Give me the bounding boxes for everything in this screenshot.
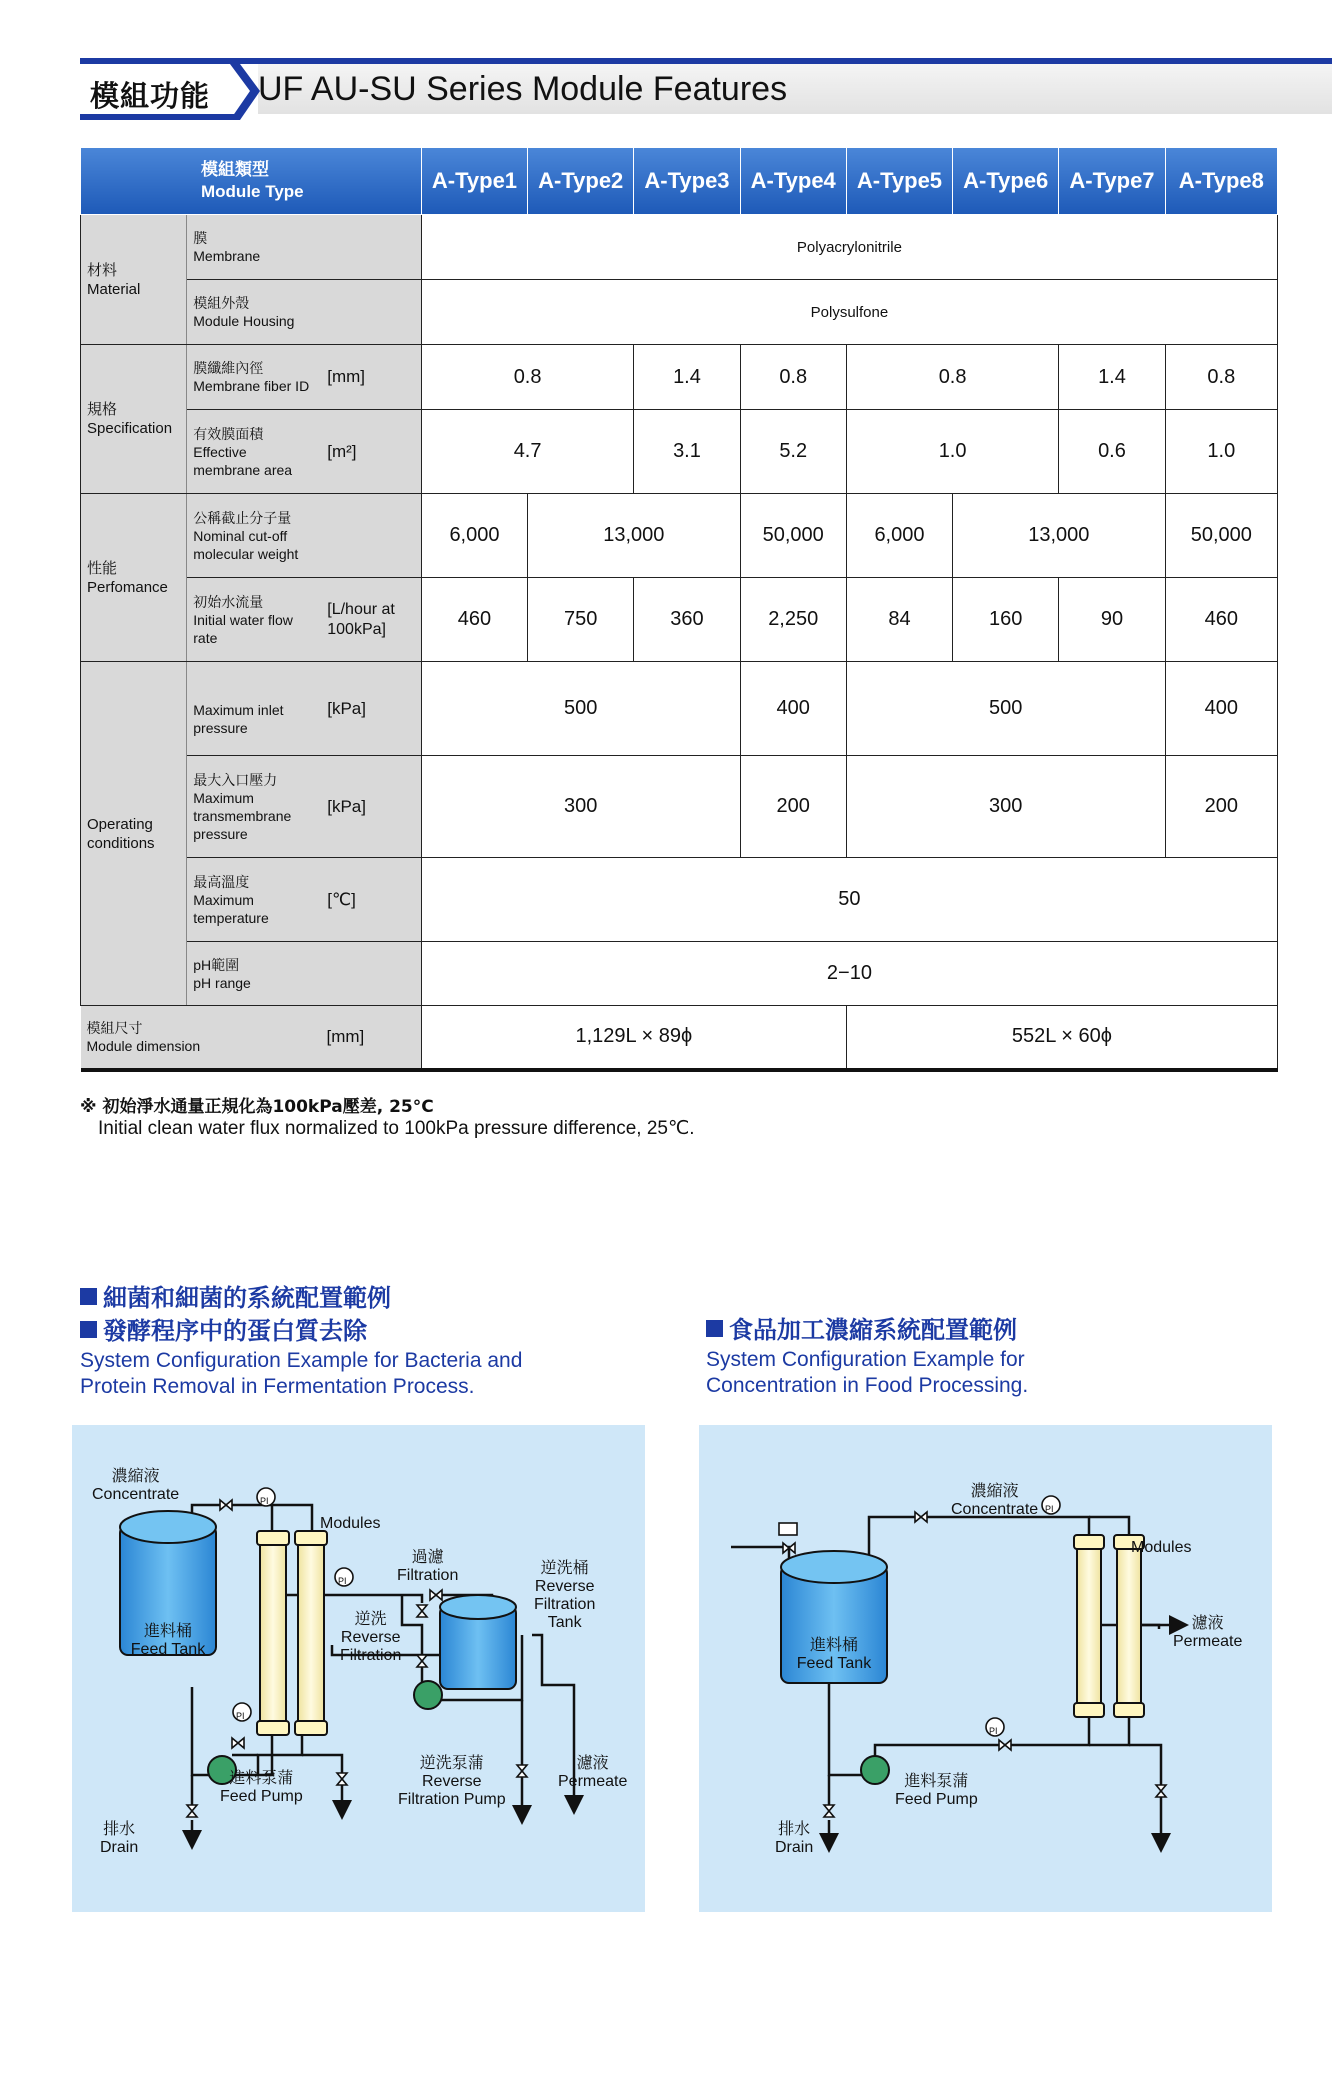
label-feed-tank	[120, 1623, 216, 1659]
row-label-ph	[187, 942, 422, 1006]
table-row	[81, 756, 1278, 858]
diagram-label-zh: 排水	[778, 1821, 811, 1838]
section-title-line: 細菌和細菌的系統配置範例	[103, 1284, 391, 1312]
diagram-label-zh: 進料泵蒲	[904, 1773, 969, 1790]
type-header: A-Type5	[846, 148, 952, 215]
type-header: A-Type3	[634, 148, 740, 215]
category-label-zh: 性能	[87, 559, 118, 577]
category-performance	[81, 494, 187, 662]
section-title-zh	[80, 1282, 522, 1315]
unit-label: [℃]	[327, 889, 356, 909]
section-title-line: 食品加工濃縮系統配置範例	[729, 1316, 1017, 1344]
table-cell: 300	[421, 756, 740, 858]
row-label-zh: 膜	[193, 230, 208, 246]
category-label-zh: 材料	[87, 261, 118, 279]
row-label-en: pH range	[193, 974, 251, 991]
type-header: A-Type7	[1059, 148, 1165, 215]
diagram-label-en: Drain	[100, 1839, 139, 1856]
pi-gauge-label: PI	[236, 1711, 245, 1721]
row-label-area	[187, 410, 422, 494]
diagram-label-zh: 逆洗桶	[540, 1560, 589, 1577]
table-row	[81, 662, 1278, 756]
unit-label: [kPa]	[327, 698, 366, 718]
label-feed-pump	[220, 1770, 303, 1806]
section-heading-fermentation	[80, 1282, 522, 1400]
row-label-en: temperature	[193, 909, 269, 926]
table-cell: 4.7	[421, 410, 634, 494]
table-cell: 460	[1165, 578, 1277, 662]
table-cell: 1,129L × 89ϕ	[421, 1006, 846, 1070]
diagram-fermentation	[72, 1425, 645, 1912]
category-specification	[81, 345, 187, 494]
row-label-temperature	[187, 858, 422, 942]
row-label-zh: 模組尺寸	[86, 1019, 143, 1036]
row-label-zh: 最大入口壓力	[193, 771, 278, 788]
diagram-label-en: Filtration Pump	[398, 1791, 506, 1808]
diagram-label-zh: 逆洗泵蒲	[419, 1755, 484, 1772]
module-type-zh: 模組類型	[201, 160, 269, 179]
row-label-flow	[187, 578, 422, 662]
label-modules: Modules	[320, 1515, 381, 1532]
label-reverse-filtration	[340, 1611, 401, 1665]
table-row	[81, 494, 1278, 578]
label-feed-tank	[781, 1637, 887, 1673]
module-type-en: Module Type	[201, 182, 304, 201]
diagram-label-zh: 濃縮液	[111, 1468, 160, 1485]
square-bullet-icon	[706, 1320, 723, 1337]
table-cell: 460	[421, 578, 527, 662]
table-row	[81, 215, 1278, 280]
category-label-en: Material	[87, 280, 141, 298]
label-permeate	[1173, 1615, 1242, 1651]
category-label-zh: 規格	[87, 401, 118, 418]
diagram-label-en: Permeate	[1173, 1633, 1243, 1650]
unit-label: [mm]	[327, 367, 366, 386]
table-cell: 400	[1165, 662, 1277, 756]
type-header: A-Type1	[421, 148, 527, 215]
table-row	[81, 578, 1278, 662]
type-header: A-Type6	[953, 148, 1059, 215]
table-cell: 84	[846, 578, 952, 662]
pi-gauge-label: PI	[1045, 1504, 1054, 1514]
row-label-housing	[187, 280, 422, 345]
table-row	[81, 858, 1278, 942]
row-label-en: transmembrane	[193, 807, 292, 824]
unit-label: [kPa]	[327, 796, 366, 816]
type-header: A-Type4	[740, 148, 846, 215]
table-cell: 6,000	[421, 494, 527, 578]
section-title-en: System Configuration Example for	[706, 1348, 1025, 1371]
section-title-en: Concentration in Food Processing.	[706, 1374, 1029, 1397]
diagram-label-zh: 進料桶	[809, 1637, 858, 1654]
label-rf-pump	[398, 1755, 506, 1809]
row-label-en: Maximum inlet	[193, 701, 284, 718]
table-cell: 5.2	[740, 410, 846, 494]
table-cell: 1.4	[634, 345, 740, 410]
row-label-en: Nominal cut-off	[193, 527, 288, 544]
row-label-en: Membrane	[193, 248, 261, 264]
section-heading-food	[706, 1314, 1028, 1399]
table-cell: 50	[421, 858, 1277, 942]
row-label-inlet	[187, 662, 422, 756]
row-label-en: membrane area	[193, 461, 293, 478]
footnote-zh: ※ 初始淨水通量正規化為100kPa壓差, 25°C	[80, 1097, 434, 1117]
pi-gauge-label: PI	[338, 1576, 347, 1586]
table-cell: Polysulfone	[421, 280, 1277, 345]
table-cell: 1.4	[1059, 345, 1165, 410]
spec-table	[80, 148, 1278, 1072]
diagram-label-en: Drain	[775, 1839, 814, 1856]
label-rf-tank	[534, 1560, 595, 1632]
table-cell: 300	[846, 756, 1165, 858]
table-row	[81, 345, 1278, 410]
row-label-en: pressure	[193, 719, 248, 736]
section-title-line: 發酵程序中的蛋白質去除	[103, 1317, 367, 1345]
table-cell: 0.6	[1059, 410, 1165, 494]
table-cell: 1.0	[1165, 410, 1277, 494]
label-drain	[775, 1821, 813, 1857]
type-header: A-Type8	[1165, 148, 1277, 215]
footnote	[80, 1096, 695, 1140]
category-label-en: Operating	[87, 815, 153, 833]
table-row	[81, 410, 1278, 494]
table-row	[81, 280, 1278, 345]
table-cell: 50,000	[1165, 494, 1277, 578]
diagram-label-en: Feed Pump	[895, 1791, 978, 1808]
unit-line: [L/hour at	[327, 600, 395, 618]
table-cell: 200	[1165, 756, 1277, 858]
row-label-zh: 膜纖維內徑	[193, 360, 264, 376]
table-cell: 750	[528, 578, 634, 662]
type-header: A-Type2	[528, 148, 634, 215]
diagram-label-en: Filtration	[340, 1647, 402, 1664]
diagram-label-zh: 過濾	[411, 1549, 444, 1566]
table-cell: 13,000	[528, 494, 741, 578]
row-label-transmembrane	[187, 756, 422, 858]
table-cell: 160	[953, 578, 1059, 662]
diagram-label-zh: 逆洗	[354, 1611, 387, 1628]
row-label-zh: 有效膜面積	[193, 425, 264, 442]
label-permeate	[558, 1755, 627, 1791]
row-label-en: molecular weight	[193, 545, 299, 562]
table-row	[81, 1006, 1278, 1070]
section-title-zh	[80, 1315, 522, 1348]
table-cell: 500	[846, 662, 1165, 756]
row-label-fiber-id	[187, 345, 422, 410]
category-label-en: Perfomance	[87, 578, 168, 596]
table-cell: 500	[421, 662, 740, 756]
table-cell: 552L × 60ϕ	[846, 1006, 1277, 1070]
diagram-label-en: Reverse	[422, 1773, 482, 1790]
table-cell: 360	[634, 578, 740, 662]
row-label-en: rate	[193, 629, 218, 646]
diagram-food-processing	[699, 1425, 1272, 1912]
row-label-dimension	[81, 1006, 422, 1070]
label-drain	[100, 1821, 138, 1857]
table-cell: 0.8	[1165, 345, 1277, 410]
row-label-en: Maximum	[193, 891, 254, 908]
table-cell: 0.8	[846, 345, 1059, 410]
row-label-en: Maximum	[193, 789, 254, 806]
table-cell: 3.1	[634, 410, 740, 494]
section-title-zh	[706, 1314, 1028, 1347]
unit-label	[327, 600, 395, 640]
unit-line: 100kPa]	[327, 620, 386, 638]
diagram-label-en: Concentrate	[92, 1486, 180, 1503]
table-cell: 0.8	[740, 345, 846, 410]
table-cell: 90	[1059, 578, 1165, 662]
label-concentrate	[951, 1483, 1038, 1519]
header-title-en: UF AU-SU Series Module Features	[258, 70, 788, 108]
diagram-label-en: Tank	[547, 1614, 582, 1631]
header-title-zh: 模組功能	[90, 79, 211, 113]
row-label-en: Module Housing	[193, 313, 295, 329]
diagram-label-en: Reverse	[340, 1629, 401, 1646]
diagram-label-en: Feed Pump	[220, 1788, 303, 1805]
diagram-label-en: Filtration	[534, 1596, 596, 1613]
row-label-en: Initial water flow	[193, 611, 293, 628]
page-header	[80, 58, 1332, 124]
table-cell: 6,000	[846, 494, 952, 578]
diagram-label-zh: 進料桶	[143, 1623, 192, 1640]
diagram-label-zh: 濃縮液	[970, 1483, 1019, 1500]
label-concentrate	[92, 1468, 179, 1504]
diagram-label-en: Permeate	[558, 1773, 628, 1790]
table-cell: 400	[740, 662, 846, 756]
row-label-zh: 最高溫度	[193, 873, 250, 890]
category-label-en: Specification	[87, 420, 173, 437]
diagram-label-en: Filtration	[397, 1567, 459, 1584]
label-filtration	[397, 1549, 458, 1585]
footnote-en: Initial clean water flux normalized to 100kPa pressure difference, 25℃.	[98, 1118, 695, 1139]
diagram-label-en: Reverse	[534, 1578, 595, 1595]
table-cell: 2−10	[421, 942, 1277, 1006]
row-label-cutoff	[187, 494, 422, 578]
table-row	[81, 942, 1278, 1006]
diagram-label-en: Concentrate	[951, 1501, 1039, 1518]
unit-label: [mm]	[326, 1026, 365, 1046]
table-cell: 50,000	[740, 494, 846, 578]
module-type-header	[81, 148, 422, 215]
label-feed-pump	[895, 1773, 978, 1809]
table-cell: 200	[740, 756, 846, 858]
row-label-en: Membrane fiber ID	[193, 378, 310, 394]
unit-label: [m²]	[327, 441, 357, 461]
table-cell: 2,250	[740, 578, 846, 662]
row-label-en: Module dimension	[86, 1037, 201, 1054]
row-label-zh: 模組外殼	[193, 295, 250, 311]
diagram-label-en: Feed Tank	[796, 1655, 872, 1672]
table-header-row	[81, 148, 1278, 215]
table-cell: 1.0	[846, 410, 1059, 494]
section-title-en: Protein Removal in Fermentation Process.	[80, 1375, 475, 1398]
diagram-label-zh: 進料泵蒲	[229, 1770, 294, 1787]
row-label-membrane	[187, 215, 422, 280]
section-title-en: System Configuration Example for Bacteria and	[80, 1349, 523, 1372]
category-label-en: conditions	[87, 834, 155, 852]
pi-gauge-label: PI	[260, 1496, 269, 1506]
row-label-zh: 初始水流量	[193, 593, 264, 610]
square-bullet-icon	[80, 1288, 97, 1305]
table-cell: Polyacrylonitrile	[421, 215, 1277, 280]
row-label-en: pressure	[193, 825, 248, 842]
pi-gauge-label: PI	[989, 1726, 998, 1736]
diagram-label-zh: 濾液	[1191, 1615, 1224, 1632]
square-bullet-icon	[80, 1321, 97, 1338]
category-operating	[81, 662, 187, 1006]
row-label-en: Effective	[193, 443, 247, 460]
row-label-zh: pH範圍	[193, 956, 240, 973]
row-label-zh: 公稱截止分子量	[193, 509, 292, 526]
diagram-label-en: Feed Tank	[130, 1641, 206, 1658]
diagram-label-zh: 排水	[103, 1821, 136, 1838]
label-modules: Modules	[1131, 1539, 1192, 1556]
category-material	[81, 215, 187, 345]
diagram-label-zh: 濾液	[576, 1755, 609, 1772]
table-cell: 13,000	[953, 494, 1166, 578]
table-cell: 0.8	[421, 345, 634, 410]
